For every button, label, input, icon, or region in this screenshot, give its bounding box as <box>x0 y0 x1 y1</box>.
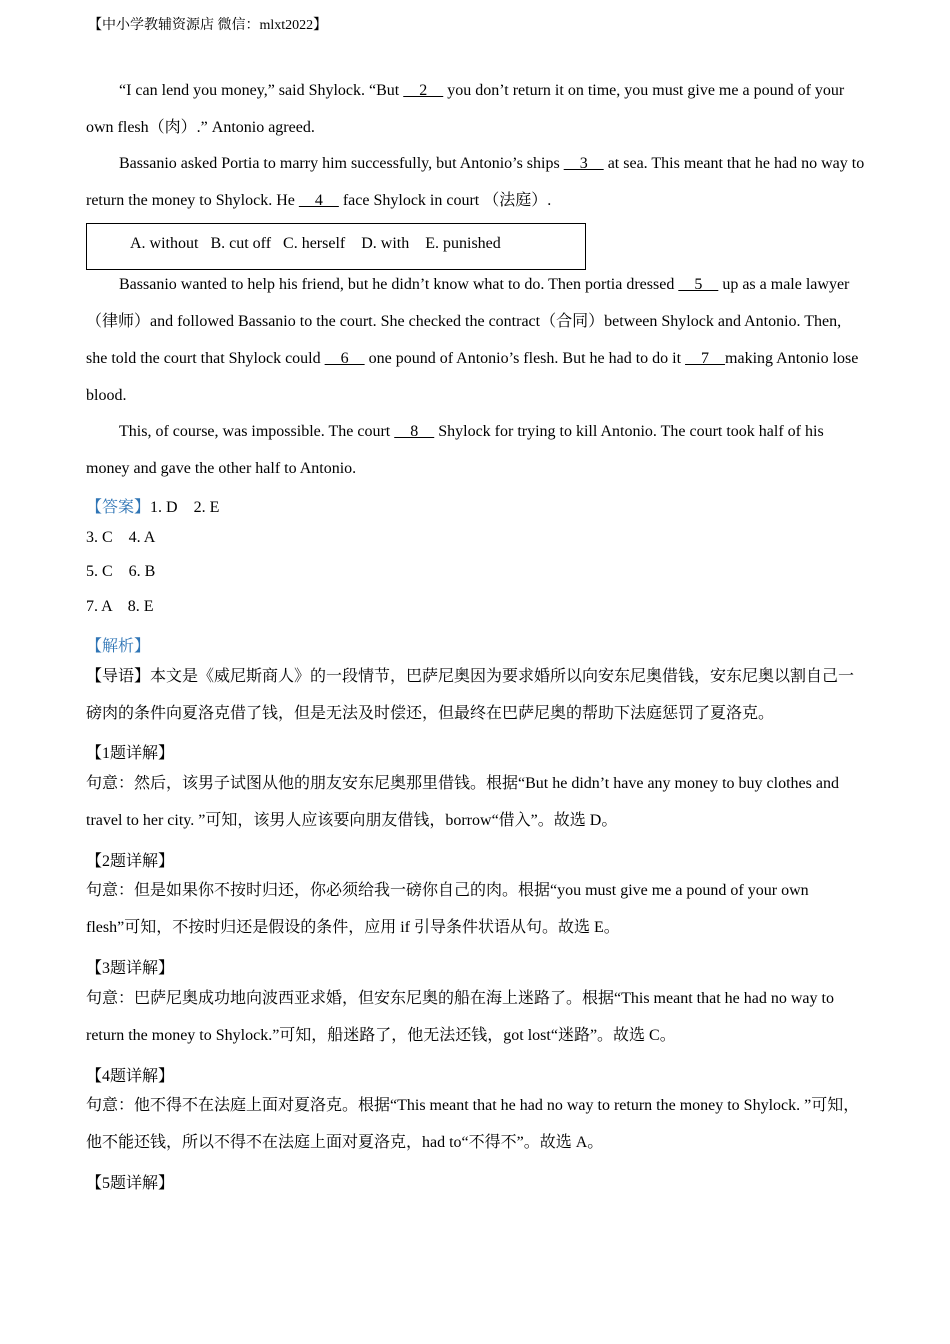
blank-6: 6 <box>324 350 365 367</box>
q2-text: 句意：但是如果你不按时归还，你必须给我一磅你自己的肉。根据“you must give me a pound of your own flesh”可知，不按时归还是假设的条件，应用 if 引导条件状语从句。故选 E。 <box>86 882 809 936</box>
options-box <box>86 223 586 270</box>
text: at sea. This meant that he had no way to return the money to Shylock. He <box>86 155 865 209</box>
blank-2: 2 <box>403 82 444 99</box>
analysis-label: 【解析】 <box>86 638 151 655</box>
blank-3: 3 <box>563 155 604 172</box>
text: Bassanio wanted to help his friend, but he didn’t know what to do. Then portia dressed <box>119 276 679 293</box>
answer-line-4: 7. A 8. E <box>86 598 154 615</box>
text: face Shylock in court （法庭）. <box>338 192 552 209</box>
passage-paragraph-2 <box>86 145 866 219</box>
blank-8: 8 <box>394 423 435 440</box>
q3-title: 【3题详解】 <box>86 960 175 977</box>
q4-title: 【4题详解】 <box>86 1068 175 1085</box>
q3-text: 句意：巴萨尼奥成功地向波西亚求婚，但安东尼奥的船在海上迷路了。根据“This meant that he had no way to return the money to Shylock.”可知，船迷路了，他无法还钱，got lost“迷路”。故选 C。 <box>86 990 834 1044</box>
passage-paragraph-3 <box>86 266 866 414</box>
analysis-intro: 【导语】本文是《威尼斯商人》的一段情节，巴萨尼奥因为要求婚所以向安东尼奥借钱，安东尼奥以割自己一磅肉的条件向夏洛克借了钱，但是无法及时偿还，但最终在巴萨尼奥的帮助下法庭惩罚了夏洛克。 <box>86 668 855 722</box>
q4-text: 句意：他不得不在法庭上面对夏洛克。根据“This meant that he had no way to return the money to Shylock. ”可知，他不能还钱，所以不得不在法庭上面对夏洛克，had to“不得不”。故选 A。 <box>86 1097 860 1151</box>
q1-title: 【1题详解】 <box>86 745 175 762</box>
text: you don’t return it on time, you must give me a pound of your own flesh（肉）.” Antonio agreed. <box>86 82 845 136</box>
text: up as a male lawyer （律师）and followed Bassanio to the court. She checked the contract（合同）between Shylock and Antonio. Then, she told the court that Shylock could <box>86 276 850 367</box>
text: making Antonio lose blood. <box>86 350 859 404</box>
blank-5: 5 <box>678 276 719 293</box>
q1-text: 句意：然后，该男子试图从他的朋友安东尼奥那里借钱。根据“But he didn’t have any money to buy clothes and travel to her city. ”可知，该男人应该要向朋友借钱，borrow“借入”。故选 D。 <box>86 775 839 829</box>
answer-line-1 <box>86 494 219 517</box>
text: This, of course, was impossible. The court <box>119 423 395 440</box>
answer-line-3: 5. C 6. B <box>86 563 156 580</box>
q5-title: 【5题详解】 <box>86 1175 175 1192</box>
passage-paragraph-1 <box>86 72 866 146</box>
answer-label: 【答案】 <box>86 499 151 516</box>
blank-7: 7 <box>685 350 726 367</box>
answer-line-2: 3. C 4. A <box>86 529 156 546</box>
options-text: A. without B. cut off C. herself D. with E. punished <box>130 235 501 252</box>
text: “I can lend you money,” said Shylock. “But <box>119 82 404 99</box>
q2-title: 【2题详解】 <box>86 853 175 870</box>
text: Shylock for trying to kill Antonio. The court took half of his money and gave the other half to Antonio. <box>86 423 824 477</box>
answer-values: 1. D 2. E <box>150 499 220 516</box>
text: Bassanio asked Portia to marry him successfully, but Antonio’s ships <box>119 155 564 172</box>
text: one pound of Antonio’s flesh. But he had to do it <box>364 350 686 367</box>
blank-4: 4 <box>298 192 339 209</box>
passage-paragraph-4 <box>86 413 866 487</box>
page-header: 【中小学教辅资源店 微信：mlxt2022】 <box>88 18 328 33</box>
